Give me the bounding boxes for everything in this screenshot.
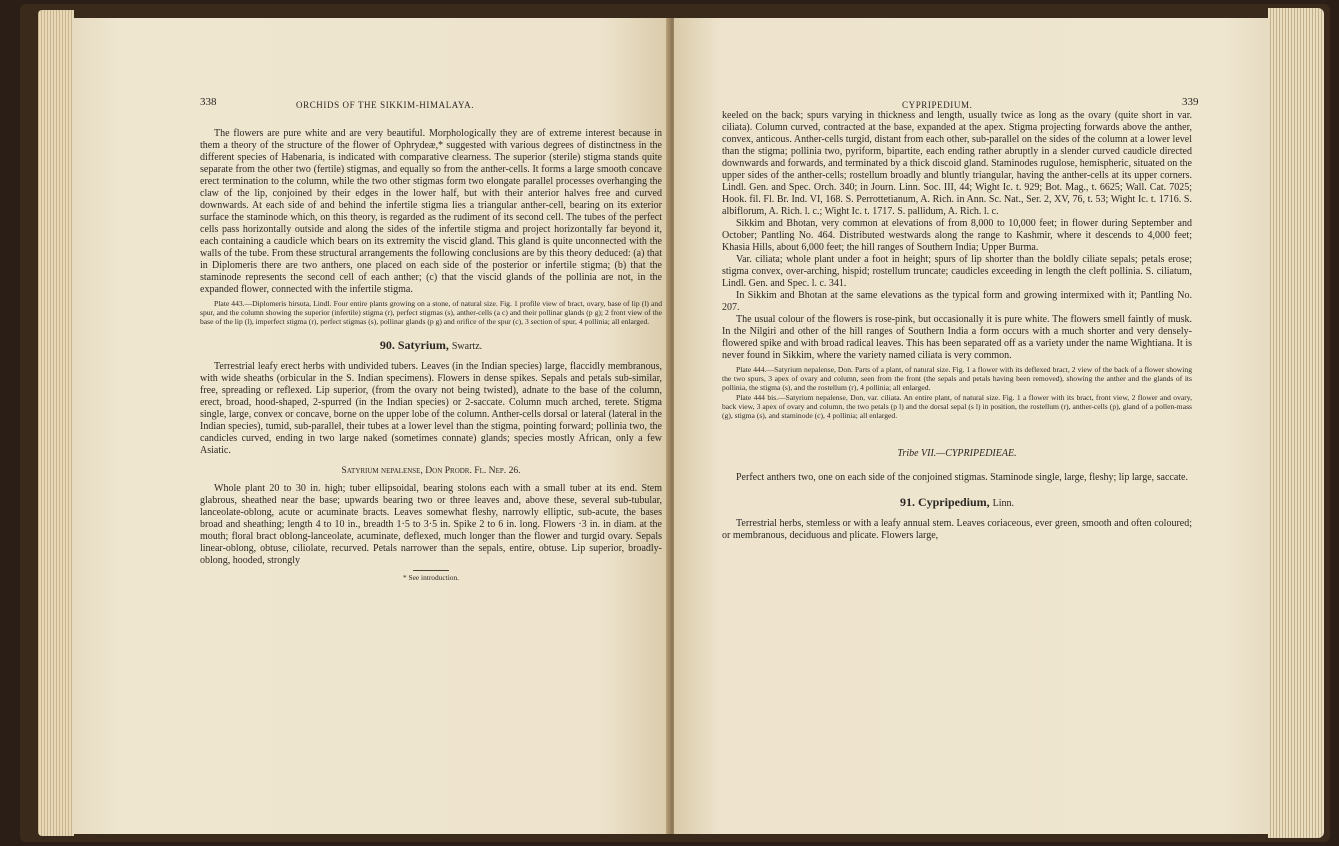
genus-title: 90. Satyrium, (379, 337, 449, 352)
page-number-left: 338 (200, 96, 217, 108)
genus-title-2: 91. Cypripedium, (899, 495, 990, 510)
species-line: Satyrium nepalense, Don Prodr. Fl. Nep. 26. (341, 464, 521, 476)
page-number-right: 339 (1182, 96, 1199, 108)
left-paragraph-3: Whole plant 20 to 30 in. high; tuber ellipsoidal, bearing stolons each with a small tuber at its end. Stem glabrous, sheathed near the base; upwards bearing two or three leaves and, above these, several sub-tubular, lanceolate-oblong, acute or acuminate bracts. Leaves somewhat fleshy, narrowly elliptic, sub-acute, the bases broad and sheathing; length 4 to 10 in., breadth 1·5 to 3·5 in. Spike 2 to 6 in. long. Flowers ·3 in. in diam. at the mouth; floral bract oblong-lanceolate, acuminate, deflexed, much longer than the flower and turgid ovary. Sepals linear-oblong, obtuse, ciliolate, recurved. Petals narrower than the sepals, entire, obtuse. Lip superior, broadly-oblong, hooded, strongly (200, 482, 662, 566)
left-page (72, 18, 670, 834)
right-paragraph-5: The usual colour of the flowers is rose-pink, but occasionally it is pure white. The flowers smell faintly of musk. In the Nilgiri and other of the hill ranges of Southern India a form occurs with a much shorter and very densely-flowered spike and with broad radical leaves. This has been separated off as a variety under the name Wightiana. It is never found in Sikkim, where the variety named ciliata is very common. (722, 314, 1192, 361)
right-page (674, 18, 1270, 834)
running-head-left: ORCHIDS OF THE SIKKIM-HIMALAYA. (296, 100, 475, 110)
right-page-edges (1268, 8, 1324, 838)
genus-heading-cypripedium (722, 496, 1192, 510)
right-paragraph-6: Perfect anthers two, one on each side of the conjoined stigmas. Staminode single, large, fleshy; lip large, saccate. (736, 472, 1188, 484)
right-text-block (722, 110, 1192, 542)
genus-heading-satyrium (200, 339, 662, 353)
genus-author-2: Linn. (992, 498, 1015, 510)
footnote: * See introduction. (402, 572, 460, 582)
running-head-right: CYPRIPEDIUM. (902, 100, 973, 110)
right-paragraph-7: Terrestrial herbs, stemless or with a leafy annual stem. Leaves coriaceous, ever green, smooth and often coloured; or membranous, deciduous and plicate. Flowers large, (722, 518, 1192, 542)
left-paragraph-1: The flowers are pure white and are very beautiful. Morphologically they are of extreme interest because in them a theory of the structure of the flower of Ophrydeæ,* suggested with various degrees of distinctness in the different species of Habenaria, is indicated with comparative clearness. The superior (sterile) stigma stands quite separate from the other two (fertile) stigmas, and equally so from the anther-cells. It forms a large smooth concave erect termination to the column, while the two other stigmas form two elongate parallel processes overhanging the claw of the lip, conjoined by their edges in the lower half, but with their anterior halves free and curved downwards. At each side of and behind the infertile stigma lies a triangular anther-cell, bearing on its exterior surface the staminode which, on this theory, is regarded as the rudiment of its second cell. The tubes of the perfect cells pass horizontally outside and along the sides of the infertile stigma and project horizontally far beyond it, each containing a caudicle which bears on its extremity the viscid gland. This gland is quite unconnected with the walls of the tube. From these structural arrangements the following conclusions are by this theory deduced: (a) that in Diplomeris there are two anthers, one placed on each side of the posterior or infertile stigma; (b) that the staminode represents the second cell of each anther; (c) that the viscid glands of the pollinia are not, in the expanded flower, connected with the infertile stigma. (200, 128, 662, 295)
right-paragraph-4: In Sikkim and Bhotan at the same elevations as the typical form and growing intermixed with it; Pantling No. 207. (722, 290, 1192, 313)
genus-author: Swartz. (451, 340, 483, 352)
left-page-edges (38, 10, 74, 836)
right-paragraph-2: Sikkim and Bhotan, very common at elevations of from 8,000 to 10,000 feet; in flower during September and October; Pantling No. 464. Distributed westwards along the range to Kashmir, where it descends to 4,000 feet; Khasia Hills, about 6,000 feet; the hill ranges of Southern India; Upper Burma. (722, 218, 1192, 253)
left-text-block (200, 128, 662, 584)
left-paragraph-2: Terrestrial leafy erect herbs with undivided tubers. Leaves (in the Indian species) large, flaccidly membranous, with wide sheaths (orbicular in the S. Indian specimens). Flowers in dense spikes. Sepals and petals sub-similar, free, spreading or reflexed. Lip superior, (from the ovary not being twisted), adnate to the base of the column, erect, broad, hood-shaped, 2-spurred (in the Indian species) or 2-saccate. Column much arched, terete. Stigma single, large, convex or concave, borne on the upper lobe of the column. Anther-cells dorsal or lateral (lateral in the Indian species), tumid, sub-parallel, their tubes at a lower level than the stigma, pointing forward; pollinia two, the candicles curved, ending in two large naked (sometimes connate) glands; species mostly African, only a few Asiatic. (200, 360, 662, 456)
footnote-rule (413, 570, 449, 571)
right-paragraph-3: Var. ciliata; whole plant under a foot in height; spurs of lip shorter than the boldly ciliate sepals; petals erose; stigma convex, over-arching, hispid; rostellum truncate; caudicles exceeding in length the cleft pollinia. S. ciliatum, Lindl. Gen. and Spec. l. c. 341. (722, 254, 1192, 289)
plate-444bis-caption: Plate 444 bis.—Satyrium nepalense, Don, var. ciliata. An entire plant, of natural size. Fig. 1 a flower with its bract, front view, 2 flower and ovary, back view, 3 apex of ovary and column, the two petals (p l) and the dorsal sepal (s l) in position, the rostellum (r), anther-cells (p), gland of a pollen-mass (g), stigma (s), and staminode (c), 4 pollinia; all enlarged. (722, 392, 1192, 421)
plate-444-caption: Plate 444.—Satyrium nepalense, Don. Parts of a plant, of natural size. Fig. 1 a flower with its deflexed bract, 2 view of the back of a flower showing the two spurs, 3 apex of ovary and column, seen from the front (the sepals and petals having been removed), showing the anther and the glands of its pollinia, the stigma (s), and the rostellum (r), 4 pollinia; all enlarged. (722, 365, 1192, 393)
right-paragraph-1: keeled on the back; spurs varying in thickness and length, usually twice as long as the ovary (quite short in var. ciliata). Column curved, contracted at the base, expanded at the apex. Stigma projecting forwards above the anther, convex, anticous. Anther-cells turgid, distant from each other, sub-parallel on the sides of the column at a lower level than the stigma; pollinia two, pyriform, bipartite, each ending rather abruptly in a slender curved caudicle directed downwards and forwards, and terminated by a thick discoid gland. Staminodes rugulose, hemispheric, situated on the upper sides of the anther-cells; rostellum broadly and bluntly triangular, having the anther-cells at its upper corners. Lindl. Gen. and Spec. Orch. 340; in Journ. Linn. Soc. III, 44; Wight Ic. t. 929; Bot. Mag., t. 6625; Wall. Cat. 7025; Hook. fil. Fl. Br. Ind. VI, 168. S. Perrottetianum, A. Rich. in Ann. Sc. Nat., Ser. 2, XV, 76, t. 53; Wight Ic. t. 1716. S. albiflorum, A. Rich. l. c.; Wight Ic. t. 1717. S. pallidum, A. Rich. l. c. (722, 110, 1192, 217)
plate-443-caption: Plate 443.—Diplomeris hirsuta, Lindl. Four entire plants growing on a stone, of natural size. Fig. 1 profile view of bract, ovary, base of lip (l) and spur, and the column showing the superior (infertile) stigma (r), perfect stigmas (s), anther-cells (a c) and their pollinar glands (p g); 2 front view of the base of the lip (l), imperfect stigma (r), perfect stigmas (s), pollinar glands (p g) and orifice of the spur (c), 3 section of spur, 4 pollinia; all enlarged. (200, 299, 662, 327)
tribe-heading: Tribe VII.—CYPRIPEDIEAE. (897, 448, 1017, 460)
